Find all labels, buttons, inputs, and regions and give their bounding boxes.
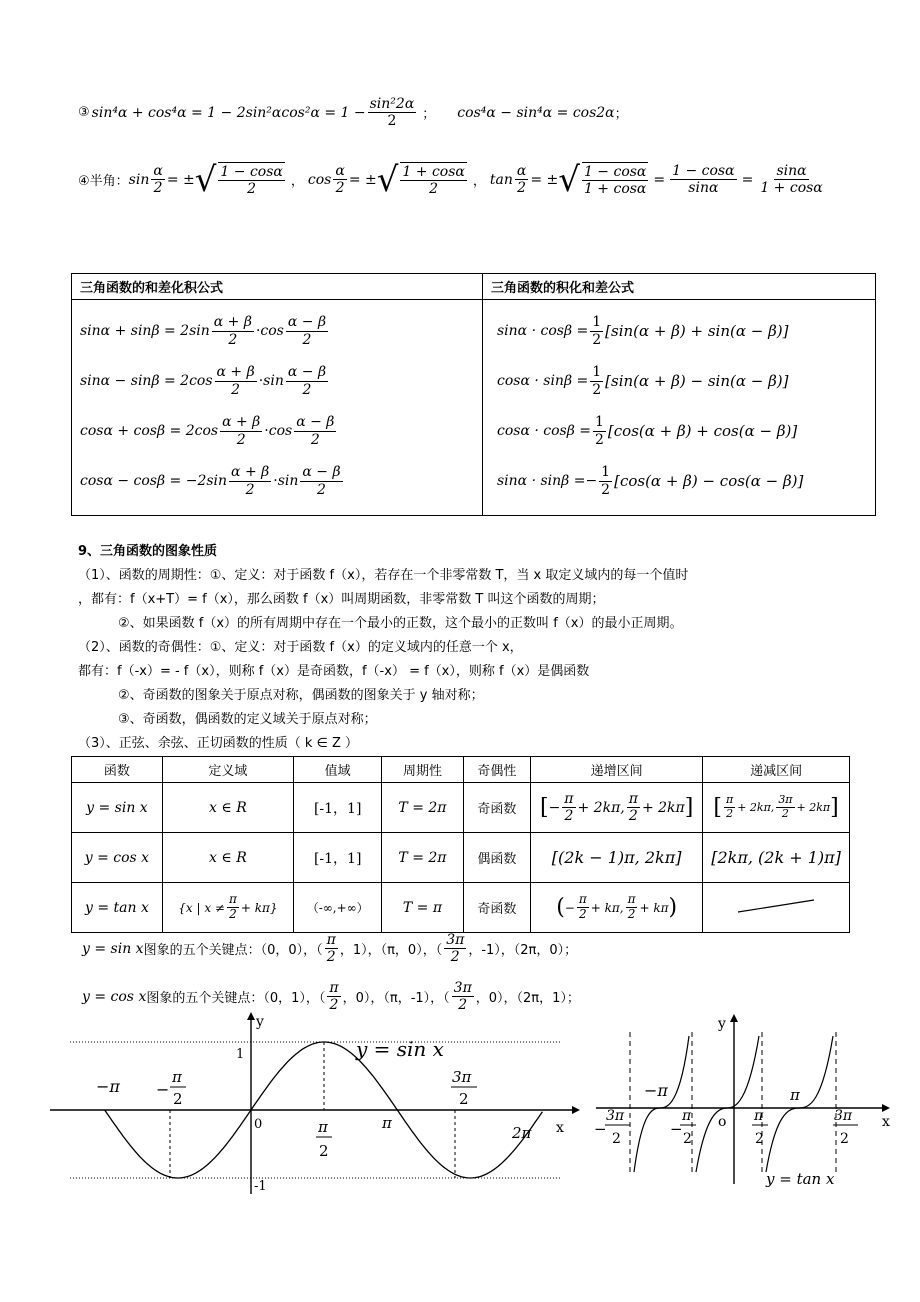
tan-branch-right: [766, 1036, 833, 1172]
formula-3-fraction: $\frac{\text{sin²2α}}{2}$: [369, 96, 415, 130]
svg-text:o: o: [718, 1114, 727, 1130]
product-to-sum-cell: [483, 300, 876, 516]
svg-text:3π: 3π: [606, 1108, 625, 1124]
properties-header-cell: 值域: [293, 757, 381, 783]
formula-3: ③ sin⁴α + cos⁴α = 1 − 2sin²αcos²α = 1 − $\frac{\text{sin²2α}}{2}$ ； cos⁴α − sin⁴α = cos2α ；: [78, 96, 628, 130]
properties-header-cell: 递增区间: [531, 757, 703, 783]
svg-text:π: π: [682, 1108, 692, 1124]
tan-label-pi: π: [790, 1086, 800, 1104]
para-parity-2: 都有：f（-x）= - f（x），则称 f（x）是奇函数，f（-x） = f（x），则称 f（x）是偶函数: [78, 664, 590, 679]
svg-text:2: 2: [173, 1090, 183, 1108]
tan-increasing-interval: ( − $\frac{\pi}{2}$ + kπ, $\frac{\pi}{2}$ + kπ ): [531, 883, 703, 933]
properties-table: [71, 756, 850, 933]
svg-text:π: π: [172, 1068, 182, 1086]
formula-3-left: sin⁴α + cos⁴α = 1 − 2sin²αcos²α = 1 −: [91, 104, 366, 121]
tangent-graph: [590, 1012, 900, 1192]
identity-table-head-left: 三角函数的和差化积公式: [72, 274, 483, 300]
properties-header-cell: 递减区间: [703, 757, 850, 783]
identity-table: [71, 273, 876, 516]
cos-increasing-interval: [(2k − 1)π, 2kπ]: [531, 833, 703, 883]
svg-text:y: y: [256, 1014, 264, 1030]
cos-keypoints: y = cos x 图象的五个关键点：（0，1），（ $\frac{\pi}{2}$ ，0），（π，-1），（ $\frac{3\pi}{2}$ ，0），（2π，1）；: [82, 980, 580, 1014]
sine-x-arrow-icon: [572, 1106, 580, 1114]
formula-3-right: cos⁴α − sin⁴α = cos2α: [457, 104, 615, 121]
identity-table-head-right: 三角函数的积化和差公式: [483, 274, 876, 300]
properties-header-cell: 函数: [72, 757, 163, 783]
sum-to-product-row: sinα − sinβ = 2cos $\frac{\alpha + \beta}{2}$ · sin $\frac{\alpha - \beta}{2}$: [80, 364, 327, 398]
cos-decreasing-interval: [2kπ, (2k + 1)π]: [703, 833, 850, 883]
formula-4-half-angle: ④半角： sin $\frac{\alpha}{2}$ = ± √ $\frac{1 - \cos\alpha}{2}$ ， cos $\frac{\alpha}{2}$ = ± √ $\frac{1 + \cos\alpha}{2}$ ， tan $\frac{\alpha}{2}$ = ± √ $\frac{1 - \cos\alpha}{1 + \cos\alpha}$ = $\frac{1 - \cos\alpha}{\sin\alpha}$ = $\frac{\sin\alpha}{1 + \cos\alpha}$: [78, 159, 823, 200]
sine-graph: [40, 1010, 590, 1200]
sine-label-neg-pi: −π: [96, 1077, 120, 1096]
svg-text:−: −: [670, 1120, 683, 1138]
tan-domain: {x | x ≠ $\frac{\pi}{2}$ + kπ}: [162, 883, 293, 933]
properties-row-tan: y = tan x {x | x ≠ $\frac{\pi}{2}$ + kπ} （-∞,+∞） T = π 奇函数 ( − $\frac{\pi}{2}$ + kπ, $\frac{\pi}{2}$ + kπ ): [72, 883, 850, 933]
svg-text:2: 2: [612, 1131, 621, 1147]
para-properties: （3）、正弦、余弦、正切函数的性质（ k ∈ Z ）: [78, 736, 359, 751]
sine-label-two-pi: 2π: [512, 1124, 532, 1142]
para-periodicity-2: ，都有：f（x+T）= f（x），那么函数 f（x）叫周期函数，非零常数 T 叫这个函数的周期；: [78, 592, 605, 607]
svg-text:x: x: [882, 1114, 890, 1130]
svg-text:−: −: [594, 1120, 607, 1138]
svg-text:0: 0: [254, 1117, 263, 1132]
product-to-sum-row: sinα · cosβ = $\frac{1}{2}$ [sin(α + β) + sin(α − β)]: [497, 314, 789, 348]
tan-branch-left: [634, 1036, 689, 1172]
svg-text:-1: -1: [254, 1179, 267, 1194]
tan-decreasing-slash: [726, 894, 826, 918]
properties-header-cell: 奇偶性: [463, 757, 531, 783]
sum-to-product-cell: [72, 300, 483, 516]
sum-to-product-row: sinα + sinβ = 2sin $\frac{\alpha + \beta}{2}$ · cos $\frac{\alpha - \beta}{2}$: [80, 314, 327, 348]
properties-header-cell: 周期性: [382, 757, 463, 783]
product-to-sum-row: cosα · sinβ = $\frac{1}{2}$ [sin(α + β) − sin(α − β)]: [497, 364, 789, 398]
para-parity-3: ②、奇函数的图象关于原点对称，偶函数的图象关于 y 轴对称；: [118, 688, 484, 703]
sine-y-arrow-icon: [247, 1012, 255, 1020]
para-parity-4: ③、奇函数，偶函数的定义域关于原点对称；: [118, 712, 377, 727]
tan-title: y = tan x: [766, 1170, 835, 1188]
svg-text:1: 1: [236, 1047, 245, 1062]
svg-text:π: π: [754, 1108, 764, 1124]
product-to-sum-row: cosα · cosβ = $\frac{1}{2}$ [cos(α + β) + cos(α − β)]: [497, 414, 798, 448]
tan-label-neg-pi: −π: [644, 1081, 668, 1100]
properties-header-cell: 定义域: [162, 757, 293, 783]
svg-text:3π: 3π: [834, 1108, 853, 1124]
tan-y-arrow-icon: [730, 1014, 738, 1022]
svg-text:2: 2: [459, 1090, 469, 1108]
tan-decreasing-interval: [703, 883, 850, 933]
properties-row-sin: y = sin x x ∈ R [-1，1] T = 2π 奇函数 [ − $\frac{\pi}{2}$ + 2kπ, $\frac{\pi}{2}$ + 2kπ ] [ $\frac{\pi}{2}$ + 2kπ, $\frac{3\pi}{2}$ + 2kπ ]: [72, 783, 850, 833]
svg-text:π: π: [318, 1118, 328, 1136]
svg-text:y: y: [718, 1016, 726, 1032]
para-periodicity-1: （1）、函数的周期性：①、定义：对于函数 f（x），若存在一个非零常数 T，当 x 取定义域内的每一个值时: [78, 568, 689, 583]
sum-to-product-row: cosα − cosβ = −2sin $\frac{\alpha + \beta}{2}$ · sin $\frac{\alpha - \beta}{2}$: [80, 464, 341, 498]
product-to-sum-row: sinα · sinβ = − $\frac{1}{2}$ [cos(α + β) − cos(α − β)]: [497, 464, 804, 498]
sine-label-pi: π: [382, 1114, 392, 1132]
sin-keypoints: y = sin x 图象的五个关键点：（0，0），（ $\frac{\pi}{2}$ ，1），（π，0），（ $\frac{3\pi}{2}$ ，-1），（2π，0）；: [82, 932, 578, 966]
sin-decreasing-interval: [ $\frac{\pi}{2}$ + 2kπ, $\frac{3\pi}{2}$ + 2kπ ]: [703, 783, 850, 833]
svg-text:2: 2: [319, 1142, 329, 1160]
svg-text:2: 2: [683, 1131, 692, 1147]
svg-text:2: 2: [755, 1131, 764, 1147]
properties-row-cos: y = cos x x ∈ R [-1，1] T = 2π 偶函数 [(2k − 1)π, 2kπ] [2kπ, (2k + 1)π]: [72, 833, 850, 883]
para-periodicity-3: ②、如果函数 f（x）的所有周期中存在一个最小的正数，这个最小的正数叫 f（x）的最小正周期。: [118, 616, 683, 631]
properties-table-header: [72, 757, 850, 783]
sine-title: y = sin x: [356, 1037, 444, 1061]
svg-text:3π: 3π: [452, 1068, 472, 1086]
svg-text:2: 2: [840, 1131, 849, 1147]
svg-text:−: −: [156, 1080, 170, 1099]
section-9-title: 9、三角函数的图象性质: [78, 544, 218, 559]
svg-text:x: x: [556, 1120, 564, 1136]
sum-to-product-row: cosα + cosβ = 2cos $\frac{\alpha + \beta}{2}$ · cos $\frac{\alpha - \beta}{2}$: [80, 414, 335, 448]
formula-3-mark: ③: [78, 105, 90, 121]
tan-x-arrow-icon: [882, 1104, 890, 1112]
sin-increasing-interval: [ − $\frac{\pi}{2}$ + 2kπ, $\frac{\pi}{2}$ + 2kπ ]: [531, 783, 703, 833]
para-parity-1: （2）、函数的奇偶性：①、定义：对于函数 f（x）的定义域内的任意一个 x，: [78, 640, 523, 655]
tan-branch-center: [696, 1036, 759, 1172]
